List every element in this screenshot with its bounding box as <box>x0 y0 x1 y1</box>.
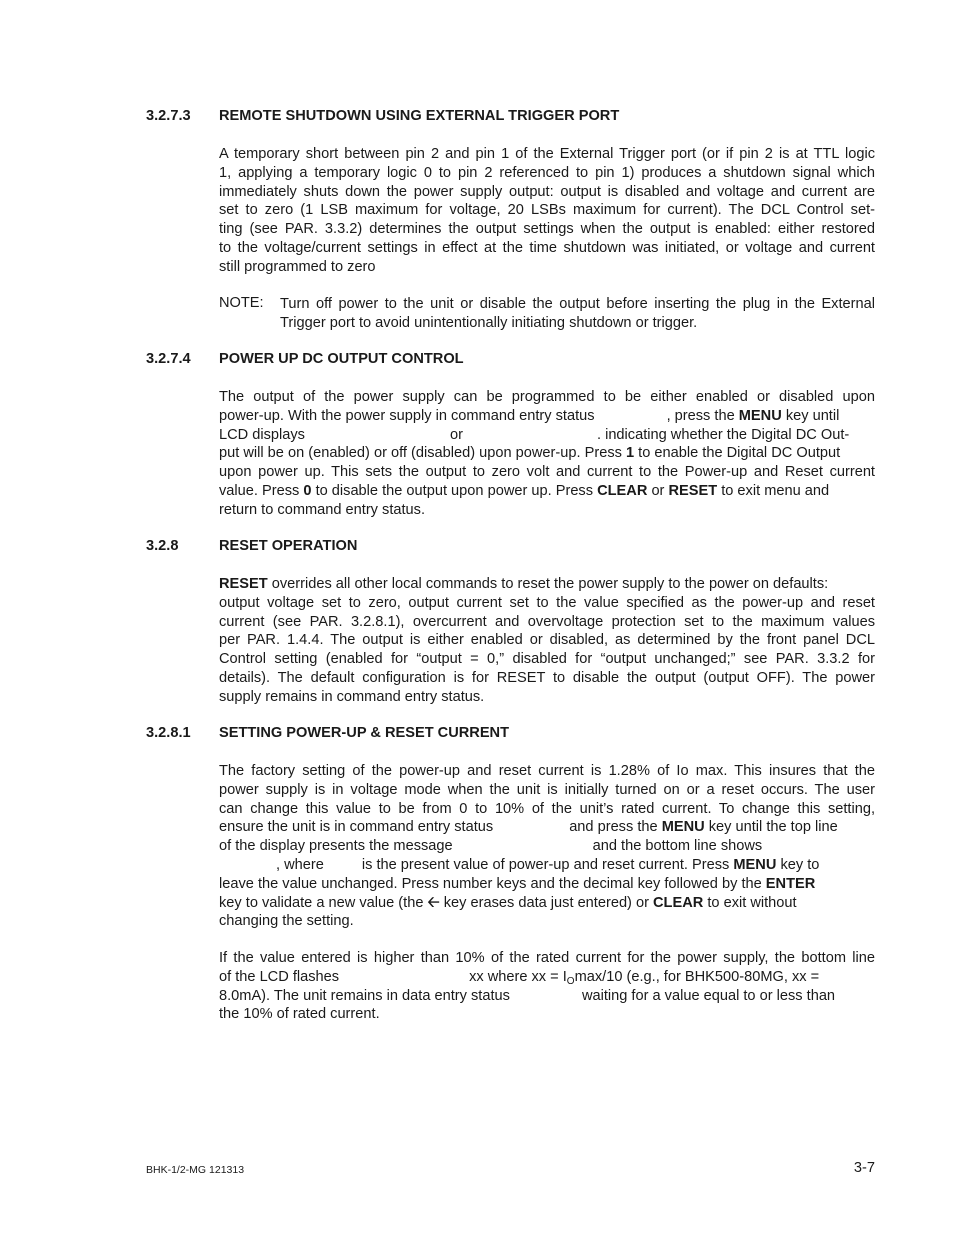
section-heading-3281 <box>146 725 509 741</box>
text-line: ting (see PAR. 3.3.2) determines the output settings when the output is enabled: either restored <box>219 221 875 238</box>
paragraph-overlimit-current <box>219 949 875 1024</box>
text-line: current (see PAR. 3.2.8.1), overcurrent and overvoltage protection set to the maximum values <box>219 613 875 630</box>
note-label: NOTE: <box>219 295 264 311</box>
text-line: return to command entry status. <box>219 501 426 518</box>
text-line: power-up. With the power supply in command entry status , press the MENU key until <box>219 407 840 424</box>
note-text <box>280 295 875 333</box>
text-line: changing the setting. <box>219 913 354 930</box>
text-line: immediately shuts down the power supply output: output is disabled and voltage and current are <box>219 183 875 200</box>
text-line: value. Press 0 to disable the output upon power up. Press CLEAR or RESET to exit menu and <box>219 482 830 499</box>
text-line: Trigger port to avoid unintentionally initiating shutdown or trigger. <box>280 314 698 331</box>
paragraph-power-up-reset-current <box>219 762 875 931</box>
text-line: of the LCD flashes xx where xx = $I_O\max/10$ (e.g., for BHK500-80MG, xx = <box>219 968 820 987</box>
text-line: Turn off power to the unit or disable the output before inserting the plug in the External <box>280 296 875 312</box>
text-line: LCD displays or . indicating whether the Digital DC Out- <box>219 426 850 443</box>
text-line: The factory setting of the power-up and reset current is 1.28% of Io max. This insures that the <box>219 763 875 779</box>
text-line: Control setting (enabled for “output = 0,” disabled for “output unchanged;” see PAR. 3.3.2 for <box>219 651 875 668</box>
text-line: per PAR. 1.4.4. The output is either enabled or disabled, as determined by the front panel DCL <box>219 632 875 649</box>
text-line: can change this value to be from 0 to 10% of the unit’s rated current. To change this setting, <box>219 800 875 817</box>
text-line: details). The default configuration is for RESET to disable the output (output OFF). The power <box>219 669 875 686</box>
section-title: RESET OPERATION <box>219 538 358 554</box>
section-number: 3.2.8.1 <box>146 725 191 741</box>
text-line: set to zero (1 LSB maximum for voltage, 20 LSBs maximum for current). The DCL Control set- <box>219 202 875 219</box>
section-number: 3.2.8 <box>146 538 179 554</box>
section-heading-3273 <box>146 108 619 124</box>
section-title: POWER UP DC OUTPUT CONTROL <box>219 351 464 367</box>
text-line: put will be on (enabled) or off (disabled) upon power-up. Press 1 to enable the Digital DC Output <box>219 445 841 462</box>
left-arrow-icon: 🡠 <box>427 893 440 911</box>
section-heading-3274 <box>146 351 464 367</box>
text-line: , where is the present value of power-up and reset current. Press MENU key to <box>276 856 820 873</box>
text-line: upon power up. This sets the output to zero volt and current to the Power-up and Reset current <box>219 464 875 481</box>
text-line: If the value entered is higher than 10% of the rated current for the power supply, the bottom line <box>219 950 875 966</box>
text-line: still programmed to zero <box>219 258 376 275</box>
section-number: 3.2.7.4 <box>146 351 191 367</box>
section-heading-328 <box>146 538 357 554</box>
text-line: 8.0mA). The unit remains in data entry status waiting for a value equal to or less than <box>219 987 836 1004</box>
text-line: output voltage set to zero, output current set to the value specified as the power-up and reset <box>219 594 875 611</box>
text-line: RESET overrides all other local commands to reset the power supply to the power on defaults: <box>219 576 829 592</box>
section-number: 3.2.7.3 <box>146 108 191 124</box>
text-line: power supply is in voltage mode when the unit is initially turned on or a reset occurs. The user <box>219 781 875 798</box>
text-line: 1, applying a temporary logic 0 to pin 2 referenced to pin 1) produces a shutdown signal which <box>219 164 875 181</box>
text-line: key to validate a new value (the 🡠 key erases data just entered) or CLEAR to exit without <box>219 893 797 911</box>
text-line: The output of the power supply can be programmed to be either enabled or disabled upon <box>219 389 875 405</box>
text-line: supply remains in command entry status. <box>219 688 485 705</box>
section-title: SETTING POWER-UP & RESET CURRENT <box>219 725 510 741</box>
paragraph-power-up-control <box>219 388 875 520</box>
text-line: to the voltage/current settings in effect at the time shutdown was initiated, or voltage and current <box>219 239 875 256</box>
text-line: ensure the unit is in command entry status and press the MENU key until the top line <box>219 819 838 836</box>
page-number: 3-7 <box>853 1160 875 1176</box>
footer-doc-id: BHK-1/2-MG 121313 <box>146 1164 245 1176</box>
text-line: the 10% of rated current. <box>219 1006 380 1023</box>
paragraph-remote-shutdown <box>219 145 875 277</box>
text-line: A temporary short between pin 2 and pin 1 of the External Trigger port (or if pin 2 is at TTL logic <box>219 146 875 162</box>
section-title: REMOTE SHUTDOWN USING EXTERNAL TRIGGER PORT <box>219 108 620 124</box>
text-line: leave the value unchanged. Press number keys and the decimal key followed by the ENTER <box>219 875 816 892</box>
text-line: of the display presents the message and the bottom line shows <box>219 838 763 855</box>
paragraph-reset-operation <box>219 575 875 707</box>
